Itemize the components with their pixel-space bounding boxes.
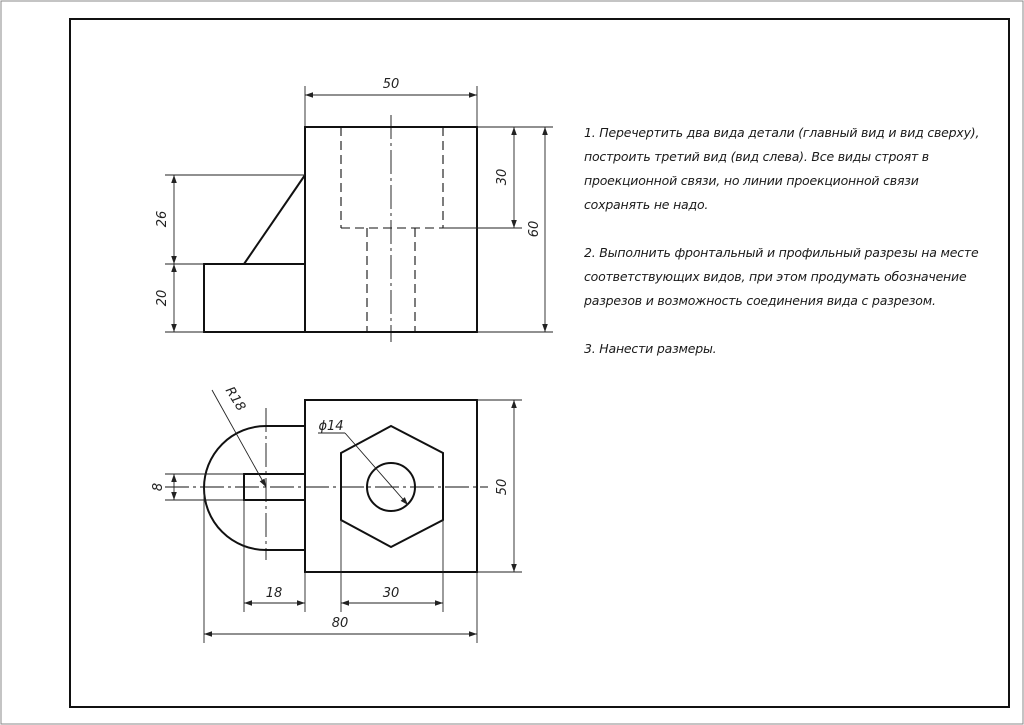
dim-tab-length: 18	[265, 586, 283, 601]
instruction-1: 1. Перечертить два вида детали (главный вид и вид сверху), построить третий вид (вид слева). Все виды строят в проекционной связи, но линии проекционной связи сохранять не надо.	[584, 125, 980, 212]
front-dimensions	[165, 86, 553, 332]
front-rib-edge	[244, 175, 305, 264]
dim-total-length: 80	[331, 616, 349, 631]
dim-hole-diameter: ϕ14	[318, 419, 344, 434]
dim-slot-width: 8	[151, 482, 166, 492]
dim-hex-width: 30	[382, 586, 400, 601]
sheet-trim-border	[1, 1, 1023, 724]
dim-radius: R18	[221, 384, 249, 414]
dim-front-total-height: 60	[527, 220, 542, 238]
instruction-3: 3. Нанести размеры.	[584, 341, 717, 356]
front-hidden-lines	[341, 127, 443, 332]
front-base-tab	[204, 264, 305, 332]
dim-front-upper-height: 30	[495, 168, 510, 186]
dim-base-height: 20	[155, 289, 170, 307]
dim-rib-height: 26	[155, 210, 170, 228]
dim-front-width: 50	[382, 77, 400, 92]
front-view	[204, 115, 477, 342]
dim-top-depth: 50	[495, 478, 510, 496]
top-rounded-lug	[204, 426, 305, 550]
instruction-2: 2. Выполнить фронтальный и профильный разрезы на месте соответствующих видов, при этом продумать обозначение разрезов и возможность соединения вида с разрезом.	[584, 245, 979, 308]
